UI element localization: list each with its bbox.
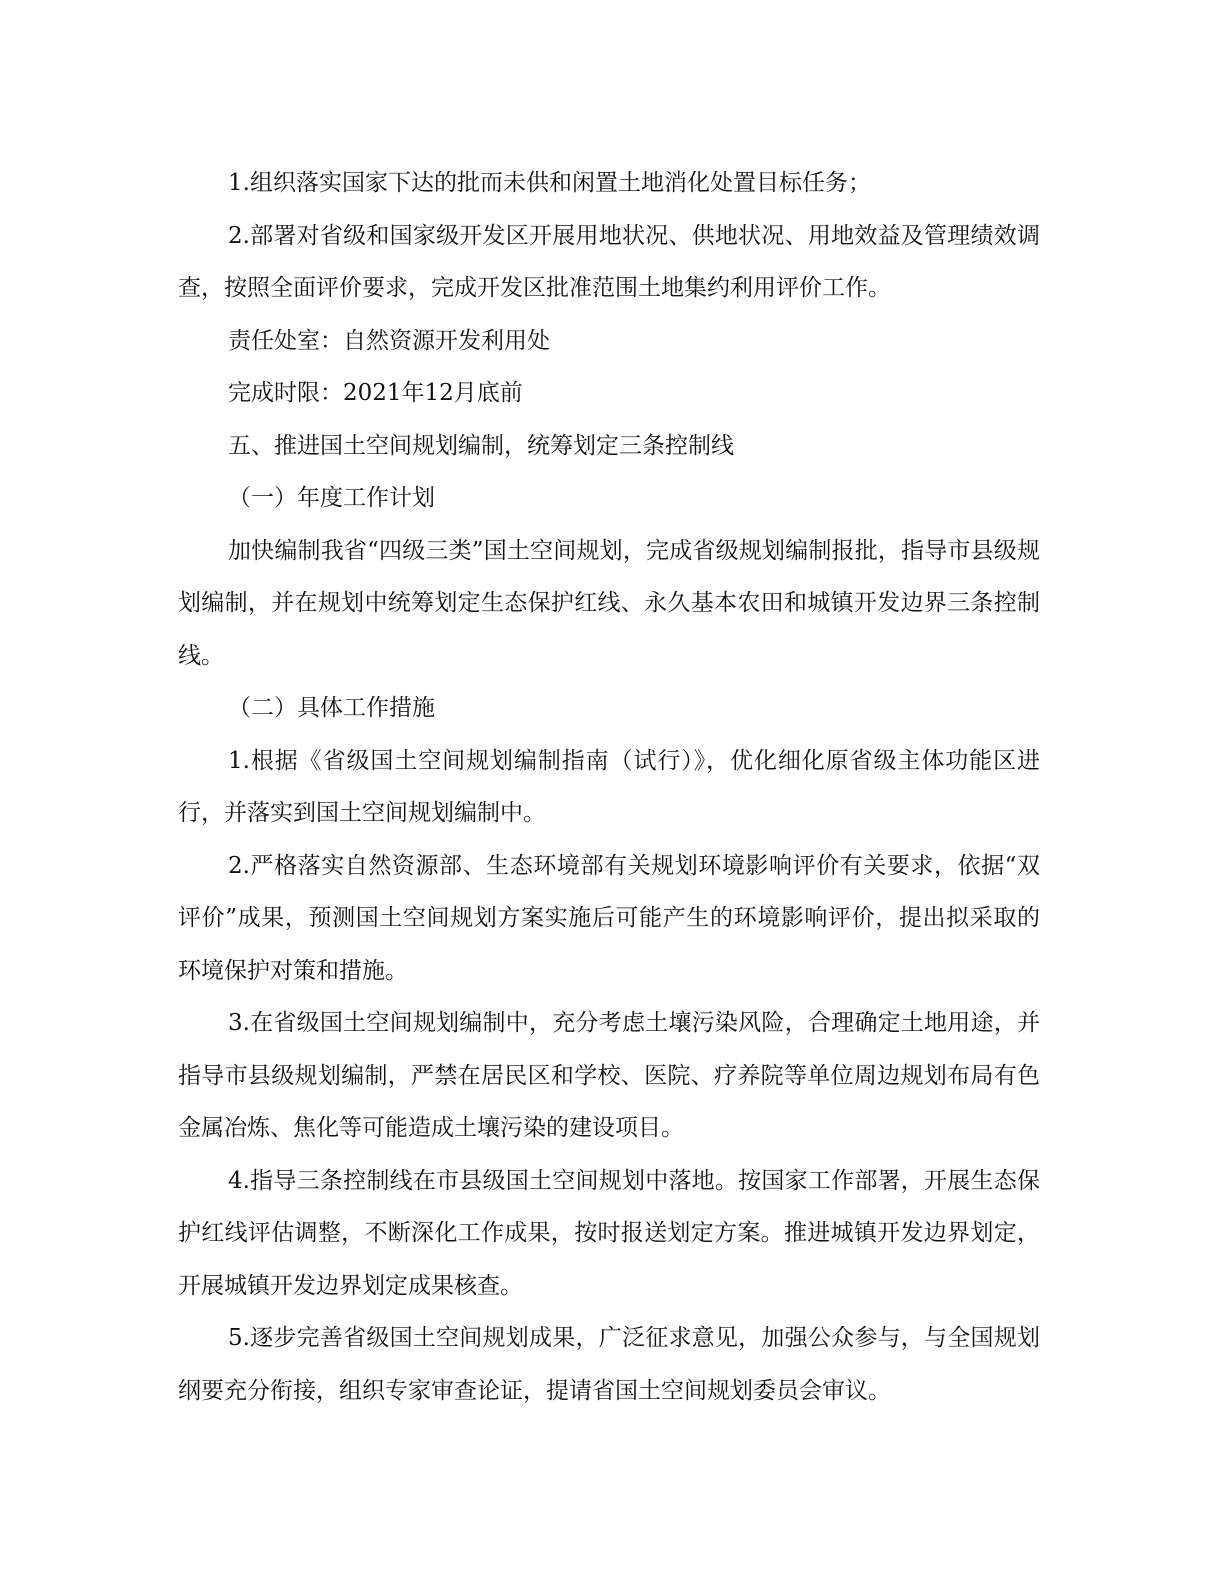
paragraph-measure-2: 2.严格落实自然资源部、生态环境部有关规划环境影响评价有关要求，依据“双评价”成果，预测国土空间规划方案实施后可能产生的环境影响评价，提出拟采取的环境保护对策和措施。 xyxy=(178,852,1040,984)
paragraph-measure-5: 5.逐步完善省级国土空间规划成果，广泛征求意见，加强公众参与，与全国规划纲要充分衔接，组织专家审查论证，提请省国土空间规划委员会审议。 xyxy=(178,1325,1040,1404)
paragraph-task-2: 2.部署对省级和国家级开发区开展用地状况、供地状况、用地效益及管理绩效调查，按照全面评价要求，完成开发区批准范围土地集约利用评价工作。 xyxy=(178,222,1040,301)
paragraph-responsible-office: 责任处室：自然资源开发利用处 xyxy=(228,327,550,354)
paragraph-annual-plan: 加快编制我省“四级三类”国土空间规划，完成省级规划编制报批，指导市县级规划编制，并在规划中统筹划定生态保护红线、永久基本农田和城镇开发边界三条控制线。 xyxy=(178,537,1040,669)
paragraph-measure-4: 4.指导三条控制线在市县级国土空间规划中落地。按国家工作部署，开展生态保护红线评估调整，不断深化工作成果，按时报送划定方案。推进城镇开发边界划定，开展城镇开发边界划定成果核查。 xyxy=(178,1167,1040,1299)
paragraph-measure-1: 1.根据《省级国土空间规划编制指南（试行）》，优化细化原省级主体功能区进行，并落实到国土空间规划编制中。 xyxy=(178,747,1040,826)
paragraph-measure-3: 3.在省级国土空间规划编制中，充分考虑土壤污染风险，合理确定土地用途，并指导市县级规划编制，严禁在居民区和学校、医院、疗养院等单位周边规划布局有色金属冶炼、焦化等可能造成土壤污染的建设项目。 xyxy=(178,1010,1040,1141)
subheading-annual-plan: （一）年度工作计划 xyxy=(228,485,435,511)
section-heading-five: 五、推进国土空间规划编制，统筹划定三条控制线 xyxy=(228,432,734,459)
paragraph-deadline: 完成时限：2021年12月底前 xyxy=(228,380,523,406)
subheading-measures: （二）具体工作措施 xyxy=(228,695,435,721)
paragraph-task-1: 1.组织落实国家下达的批而未供和闲置土地消化处置目标任务； xyxy=(228,170,871,196)
document-body xyxy=(178,157,1040,1417)
